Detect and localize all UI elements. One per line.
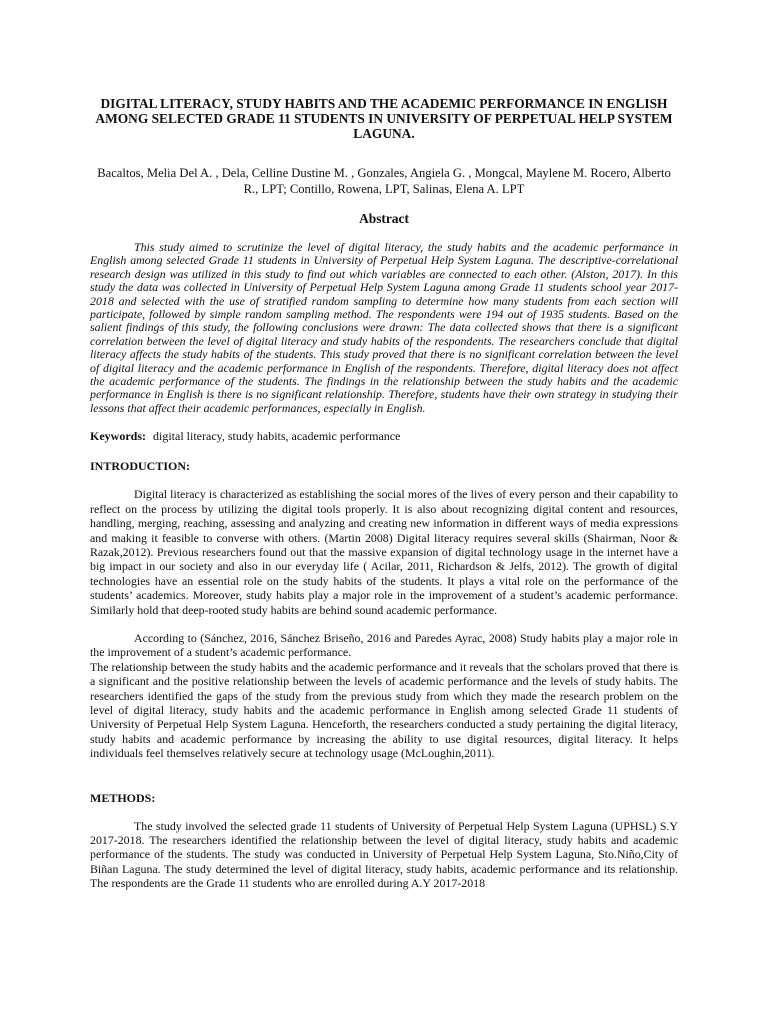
introduction-heading: INTRODUCTION: [90, 459, 191, 474]
abstract-heading: Abstract [359, 211, 409, 226]
keywords-line [90, 429, 678, 443]
introduction-paragraph-3: The relationship between the study habits and the academic performance and it reveals that the scholars proved that there is a significant and the positive relationship between the levels of academic performance and the levels of study habits. The researchers identified the gaps of the study from the previous study from which they made the research problem on the level of digital literacy, study habits and the academic performance in English among selected Grade 11 students of University of Perpetual Help System Laguna. Henceforth, the researchers conducted a study pertaining the digital literacy, study habits and academic performance by increasing the ability to use digital resources, digital literacy. It helps individuals feel themselves relatively secure at technology usage (McLoughin,2011). [90, 659, 678, 761]
keywords-text: digital literacy, study habits, academic performance [153, 429, 401, 444]
abstract-body: This study aimed to scrutinize the level of digital literacy, the study habits and the academic performance in English among selected Grade 11 students in University of Perpetual Help System Laguna. The descriptive-correlational research design was utilized in this study to find out which variables are connected to each other. (Alston, 2017). In this study the data was collected in University of Perpetual Help System Laguna among Grade 11 students school year 2017-2018 and selected with the use of stratified random sampling to determine how many students from each section will participate, followed by simple random sampling method. The respondents were 194 out of 1935 students. Based on the salient findings of this study, the following conclusions were drawn: The data collected shows that there is a significant correlation between the level of digital literacy and study habits of the respondents. The researchers conclude that digital literacy affects the study habits of the students. This study proved that there is no significant correlation between the level of digital literacy and the academic performance in English of the respondents. Therefore, digital literacy does not affect the academic performance of the students. The findings in the relationship between the study habits and the academic performance in English is there is no significant relationship. Therefore, students have their own strategy in studying their lessons that affect their academic performances, especially in English. [90, 240, 678, 415]
author-list: Bacaltos, Melia Del A. , Dela, Celline Dustine M. , Gonzales, Angiela G. , Mongcal, Maylene M. Rocero, Alberto R., LPT; Contillo, Rowena, LPT, Salinas, Elena A. LPT [97, 166, 671, 196]
introduction-paragraph-2: According to (Sánchez, 2016, Sánchez Briseño, 2016 and Paredes Ayrac, 2008) Study habits play a major role in the improvement of a student’s academic performance. [90, 630, 678, 660]
introduction-paragraph-1: Digital literacy is characterized as establishing the social mores of the lives of every person and their capability to reflect on the process by utilizing the digital tools properly. It is also about recognizing digital content and resources, handling, merging, reaching, assessing and analyzing and creating new information in different ways of media expressions and making it feasible to converse with others. (Martin 2008) Digital literacy requires several skills (Shairman, Noor & Razak,2012). Previous researchers found out that the massive expansion of digital technology usage in the internet have a big impact in our society and also in our everyday life ( Acilar, 2011, Richardson & Jelfs, 2012). The growth of digital technologies have an essential role on the study habits of the students. It plays a vital role on the performance of the students’ academics. Moreover, study habits play a major role in the improvement of a student’s academic performance. Similarly hold that deep-rooted study habits are behind sound academic performance. [90, 487, 678, 617]
methods-paragraph-1: The study involved the selected grade 11 students of University of Perpetual Help System Laguna (UPHSL) S.Y 2017-2018. The researchers identified the relationship between the level of digital literacy, study habits and academic performance of the students. The study was conducted in University of Perpetual Help System Laguna, Sto.Niño,City of Biñan Laguna. The study determined the level of digital literacy, study habits, academic performance and its relationship. The respondents are the Grade 11 students who are enrolled during A.Y 2017-2018 [90, 818, 678, 891]
methods-heading: METHODS: [90, 790, 156, 805]
paper-title: DIGITAL LITERACY, STUDY HABITS AND THE ACADEMIC PERFORMANCE IN ENGLISH AMONG SELECTED GRADE 11 STUDENTS IN UNIVERSITY OF PERPETUAL HELP SYSTEM LAGUNA. [95, 96, 673, 141]
keywords-label: Keywords: [90, 429, 146, 444]
